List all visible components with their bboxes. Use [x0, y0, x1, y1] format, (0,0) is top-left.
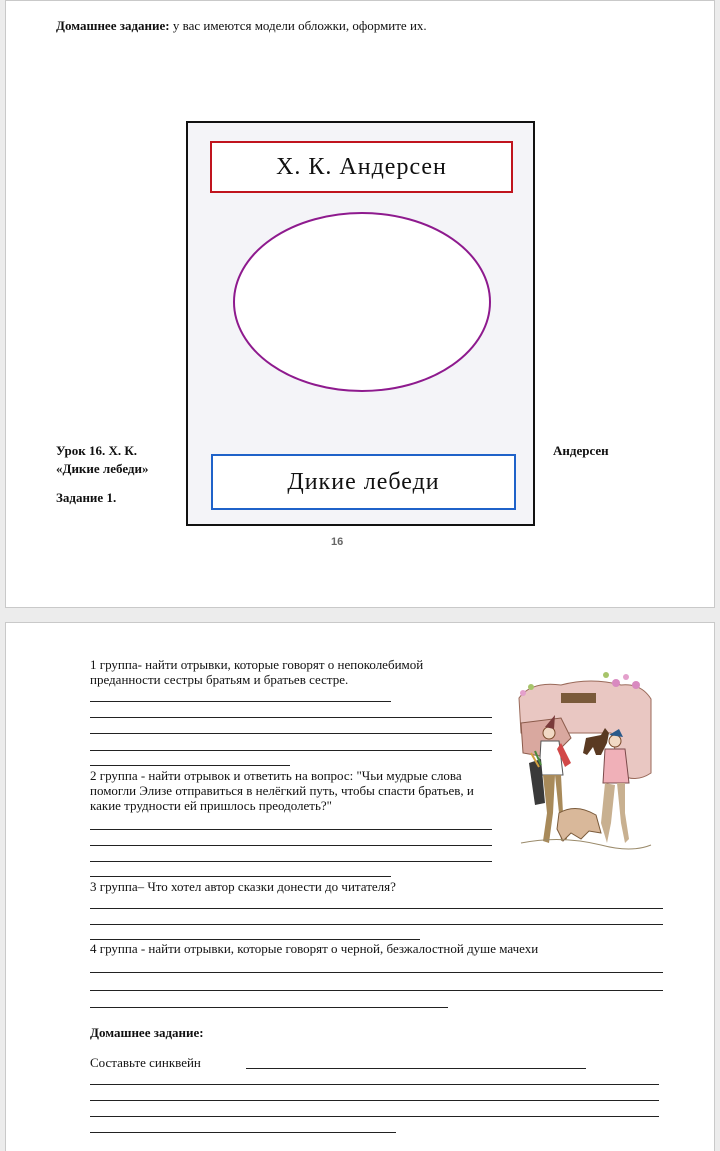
group-2-task: 2 группа - найти отрывок и ответить на вопрос: "Чьи мудрые слова помогли Элизе отправиться в нелёгкий путь, чтобы спасти братьев, и какие трудности ей пришлось преодолеть?" — [90, 768, 474, 813]
answer-line — [90, 990, 663, 991]
answer-line — [90, 1132, 396, 1133]
homework-label: Домашнее задание: — [56, 18, 170, 33]
group-3-task: 3 группа– Что хотел автор сказки донести до читателя? — [90, 879, 396, 894]
answer-line — [90, 1007, 448, 1008]
answer-line — [90, 972, 663, 973]
answer-line — [90, 908, 663, 909]
answer-line — [90, 1100, 659, 1101]
answer-line — [90, 861, 492, 862]
answer-line — [90, 701, 391, 702]
answer-line — [90, 717, 492, 718]
answer-line — [90, 924, 663, 925]
answer-line — [90, 1084, 659, 1085]
homework-text: у вас имеются модели обложки, оформите их. — [169, 18, 427, 33]
page-number: 16 — [331, 536, 344, 548]
answer-line — [90, 845, 492, 846]
answer-line — [90, 829, 492, 830]
answer-line — [90, 765, 290, 766]
group-4-task: 4 группа - найти отрывки, которые говорят о черной, безжалостной душе мачехи — [90, 941, 539, 956]
title-box: Дикие лебеди — [211, 454, 516, 510]
homework-line — [56, 18, 676, 33]
fairy-tale-illustration — [501, 663, 661, 863]
sinkwine-task: Составьте синквейн — [90, 1055, 201, 1070]
homework-label-2: Домашнее задание: — [90, 1025, 204, 1040]
answer-line — [90, 939, 420, 940]
lesson-line-1: Урок 16. Х. К. — [56, 443, 138, 458]
page-2 — [5, 622, 715, 1151]
page-1 — [5, 0, 715, 608]
answer-line — [90, 1116, 659, 1117]
answer-line — [90, 876, 391, 877]
lesson-line-2: «Дикие лебеди» — [56, 461, 149, 476]
task-label: Задание 1. — [56, 490, 117, 505]
answer-line — [90, 733, 492, 734]
lesson-author: Андерсен — [553, 443, 609, 458]
illustration-oval — [232, 210, 492, 394]
author-box: Х. К. Андерсен — [210, 141, 513, 193]
group-1-task: 1 группа- найти отрывки, которые говорят о непоколебимой преданности сестры братьям и братьев сестре. — [90, 657, 424, 687]
book-cover-model — [186, 121, 535, 526]
answer-line — [246, 1068, 586, 1069]
answer-line — [90, 750, 492, 751]
